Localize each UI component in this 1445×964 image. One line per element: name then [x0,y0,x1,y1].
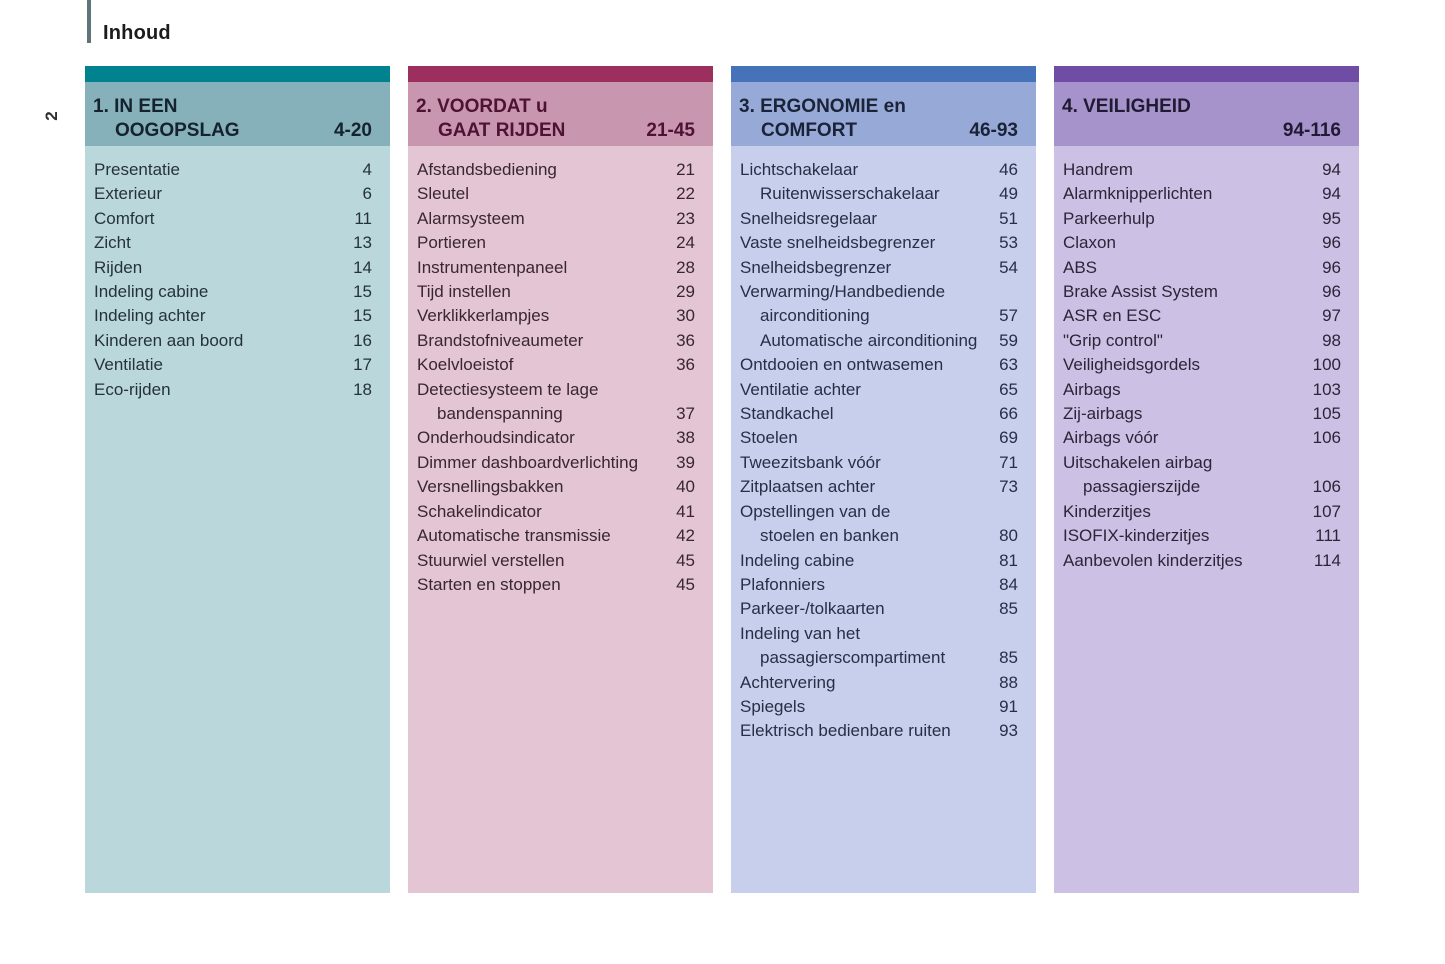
toc-entry-label: Ontdooien en ontwasemen [740,355,944,375]
toc-entry-page: 96 [1322,282,1341,302]
toc-entry-label: Automatische airconditioning [760,330,978,350]
toc-entry [740,353,1018,377]
toc-entry-label: Eco-rijden [94,379,171,399]
toc-entry-page: 54 [999,257,1018,277]
section-title-line1: 4. VEILIGHEID [1062,96,1191,117]
toc-entry-page: 96 [1322,257,1341,277]
toc-entry [740,671,1018,695]
toc-entry-label: Indeling van het [740,623,861,643]
section-entries [408,146,713,893]
toc-entry-page: 28 [676,257,695,277]
toc-entry-page: 85 [999,599,1018,619]
section-color-bar [731,66,1036,82]
toc-entry-label: Snelheidsregelaar [740,208,878,228]
toc-entry [1063,402,1341,426]
toc-entry-label: "Grip control" [1063,330,1163,350]
section-header [1054,82,1359,146]
toc-entry-label: ASR en ESC [1063,306,1162,326]
toc-entry-label: Vaste snelheidsbegrenzer [740,233,936,253]
toc-entry-page: 69 [999,428,1018,448]
toc-entry [1063,329,1341,353]
toc-entry-label: Uitschakelen airbag [1063,452,1213,472]
section-entries [85,146,390,893]
toc-entry-label: Aanbevolen kinderzitjes [1063,550,1243,570]
toc-entry [1063,475,1341,499]
toc-entry-page: 36 [676,330,695,350]
toc-entry-label: Versnellingsbakken [417,477,564,497]
toc-entry [417,475,695,499]
toc-entry [1063,256,1341,280]
toc-entry-page: 103 [1312,379,1341,399]
toc-entry [740,378,1018,402]
toc-entry-label: Portieren [417,233,486,253]
section-title-line2: GAAT RIJDEN [438,120,566,141]
toc-entry [740,646,1018,670]
toc-entry [740,402,1018,426]
toc-entry-page: 100 [1312,355,1341,375]
toc-entry-label: Kinderzitjes [1063,501,1151,521]
toc-entry [94,304,372,328]
toc-entry-label: Ruitenwisserschakelaar [760,184,940,204]
section-entries [731,146,1036,893]
toc-entry-page: 22 [676,184,695,204]
toc-entry-label: Zitplaatsen achter [740,477,876,497]
toc-entry [417,329,695,353]
toc-entry [740,158,1018,182]
page-number: 2 [42,111,61,121]
toc-entry-page: 15 [353,282,372,302]
toc-entry-label: Verklikkerlampjes [417,306,550,326]
toc-section [85,66,390,893]
toc-entry-page: 40 [676,477,695,497]
toc-entry-page: 24 [676,233,695,253]
toc-entry-page: 45 [676,574,695,594]
section-color-bar [408,66,713,82]
toc-entry-label: passagierscompartiment [760,648,946,668]
toc-entry-label: Brake Assist System [1063,282,1218,302]
toc-entry-label: Tweezitsbank vóór [740,452,881,472]
toc-entry-label: Schakelindicator [417,501,542,521]
toc-entry-label: Zij-airbags [1063,404,1143,424]
toc-entry [1063,378,1341,402]
toc-entry-label: Indeling achter [94,306,206,326]
toc-entry [417,353,695,377]
toc-entry [417,304,695,328]
toc-entry-label: Instrumentenpaneel [417,257,568,277]
toc-entry-label: Dimmer dashboardverlichting [417,452,639,472]
toc-entry [1063,231,1341,255]
toc-entry [1063,207,1341,231]
toc-entry-label: Alarmsysteem [417,208,525,228]
toc-entry [1063,158,1341,182]
section-entries [1054,146,1359,893]
toc-entry-label: passagierszijde [1083,477,1201,497]
toc-entry-page: 30 [676,306,695,326]
toc-entry-label: Snelheidsbegrenzer [740,257,892,277]
toc-entry-page: 53 [999,233,1018,253]
toc-entry [94,231,372,255]
toc-entry-page: 14 [353,257,372,277]
toc-entry [1063,353,1341,377]
toc-entry-page: 21 [676,160,695,179]
section-header [731,82,1036,146]
toc-entry-page: 96 [1322,233,1341,253]
toc-entry [1063,426,1341,450]
toc-entry-page: 17 [353,355,372,375]
toc-entry-page: 38 [676,428,695,448]
toc-entry [417,256,695,280]
toc-entry [740,182,1018,206]
toc-entry-label: Indeling cabine [740,550,855,570]
toc-entry [1063,451,1341,475]
toc-entry-label: Airbags vóór [1063,428,1159,448]
toc-entry-label: Rijden [94,257,143,277]
toc-entry-label: Plafonniers [740,574,826,594]
toc-entry-page: 46 [999,160,1018,179]
toc-entry [94,207,372,231]
toc-entry-label: Spiegels [740,696,806,716]
toc-entry [94,353,372,377]
toc-entry-page: 106 [1312,428,1341,448]
toc-entry-page: 57 [999,306,1018,326]
toc-entry-label: Tijd instellen [417,282,511,302]
toc-entry [417,231,695,255]
toc-entry-page: 4 [362,160,372,179]
toc-entry-label: Onderhoudsindicator [417,428,575,448]
toc-entry [740,231,1018,255]
toc-entry-page: 29 [676,282,695,302]
toc-entry-label: Automatische transmissie [417,526,611,546]
toc-entry-label: Sleutel [417,184,469,204]
toc-entry-page: 81 [999,550,1018,570]
toc-entry [1063,280,1341,304]
toc-entry-page: 66 [999,404,1018,424]
toc-entry [740,549,1018,573]
toc-entry [417,549,695,573]
toc-entry-label: Handrem [1063,160,1133,179]
toc-entry-page: 95 [1322,208,1341,228]
toc-entry [1063,500,1341,524]
toc-entry-label: stoelen en banken [760,526,899,546]
toc-entry [1063,304,1341,328]
toc-entry-page: 107 [1312,501,1341,521]
toc-entry-label: Brandstofniveaumeter [417,330,584,350]
toc-entry [417,182,695,206]
toc-entry-label: Lichtschakelaar [740,160,859,179]
toc-section [1054,66,1359,893]
toc-entry-label: Airbags [1063,379,1121,399]
toc-entry [94,158,372,182]
toc-entry-label: Koelvloeistof [417,355,514,375]
toc-entry-label: Indeling cabine [94,282,209,302]
toc-entry-page: 23 [676,208,695,228]
toc-entry-page: 45 [676,550,695,570]
toc-entry [417,158,695,182]
toc-entry [740,329,1018,353]
toc-entry-page: 105 [1312,404,1341,424]
toc-entry-page: 11 [354,208,372,228]
toc-entry-page: 93 [999,721,1018,741]
section-header [408,82,713,146]
page-title: Inhoud [103,22,171,44]
toc-entry-label: Stuurwiel verstellen [417,550,565,570]
section-title-line1: 2. VOORDAT u [416,96,548,117]
toc-entry-page: 63 [999,355,1018,375]
toc-entry-page: 80 [999,526,1018,546]
toc-entry-label: airconditioning [760,306,870,326]
toc-entry-label: Standkachel [740,404,834,424]
section-title-line2: OOGOPSLAG [115,120,240,141]
toc-entry-label: Exterieur [94,184,163,204]
toc-entry [417,426,695,450]
toc-entry [417,402,695,426]
toc-entry-label: Zicht [94,233,131,253]
toc-entry-page: 85 [999,648,1018,668]
toc-section [408,66,713,893]
toc-entry-label: Parkeerhulp [1063,208,1155,228]
toc-entry [417,207,695,231]
toc-entry-label: Achtervering [740,672,836,692]
toc-entry-label: Detectiesysteem te lage [417,379,599,399]
toc-entry [740,207,1018,231]
toc-entry-page: 94 [1322,160,1341,179]
toc-entry [740,719,1018,743]
toc-entry-page: 98 [1322,330,1341,350]
toc-entry-page: 15 [353,306,372,326]
section-page-range: 4-20 [333,120,372,141]
toc-entry [740,524,1018,548]
toc-entry [740,622,1018,646]
toc-entry [94,280,372,304]
toc-entry-page: 71 [999,452,1018,472]
toc-entry-label: Opstellingen van de [740,501,891,521]
toc-entry [1063,182,1341,206]
toc-entry [740,451,1018,475]
toc-entry-page: 41 [676,501,695,521]
toc-entry-label: ISOFIX-kinderzitjes [1063,526,1210,546]
toc-entry-page: 13 [353,233,372,253]
toc-entry-label: Starten en stoppen [417,574,561,594]
section-title-line1: 1. IN EEN [93,96,178,117]
toc-entry-label: Verwarming/Handbediende [740,282,946,302]
toc-entry [417,280,695,304]
toc-entry-page: 42 [676,526,695,546]
toc-entry-page: 36 [676,355,695,375]
toc-entry-label: Comfort [94,208,155,228]
toc-entry [417,451,695,475]
toc-entry [740,500,1018,524]
toc-entry [1063,524,1341,548]
toc-entry-page: 18 [353,379,372,399]
toc-entry [94,378,372,402]
section-color-bar [1054,66,1359,82]
toc-entry [740,597,1018,621]
toc-entry [417,500,695,524]
toc-entry-page: 114 [1313,550,1341,570]
toc-entry-label: Stoelen [740,428,798,448]
toc-entry [740,426,1018,450]
toc-entry-page: 16 [353,330,372,350]
toc-entry-label: bandenspanning [437,404,563,424]
toc-entry-label: Veiligheidsgordels [1063,355,1201,375]
toc-entry-page: 94 [1322,184,1341,204]
toc-entry [417,378,695,402]
toc-entry [740,475,1018,499]
toc-entry-page: 51 [999,208,1018,228]
toc-entry [740,280,1018,304]
section-title-line1: 3. ERGONOMIE en [739,96,906,117]
toc-entry-page: 88 [999,672,1018,692]
toc-entry-label: Kinderen aan boord [94,330,244,350]
toc-entry-page: 59 [999,330,1018,350]
toc-entry-page: 6 [362,184,372,204]
toc-entry-page: 84 [999,574,1018,594]
toc-entry [740,304,1018,328]
toc-entry-label: Parkeer-/tolkaarten [740,599,885,619]
toc-entry-page: 111 [1315,526,1341,546]
toc-entry-page: 37 [676,404,695,424]
toc-entry-label: Elektrisch bedienbare ruiten [740,721,951,741]
toc-entry [1063,549,1341,573]
toc-entry-label: Ventilatie achter [740,379,861,399]
section-title-line2: COMFORT [761,120,858,141]
toc-entry-page: 106 [1312,477,1341,497]
toc-entry-label: Alarmknipperlichten [1063,184,1213,204]
section-page-range: 21-45 [646,120,695,141]
section-color-bar [85,66,390,82]
toc-entry [740,695,1018,719]
toc-entry-label: Claxon [1063,233,1116,253]
toc-section [731,66,1036,893]
toc-entry-page: 65 [999,379,1018,399]
toc-entry [417,573,695,597]
toc-entry [740,573,1018,597]
toc-entry [417,524,695,548]
toc-entry-page: 49 [999,184,1018,204]
toc-entry [94,256,372,280]
toc-entry-page: 39 [676,452,695,472]
toc-entry [94,182,372,206]
toc-columns [85,66,1359,893]
toc-entry-page: 91 [999,696,1018,716]
section-header [85,82,390,146]
toc-entry-label: ABS [1063,257,1098,277]
toc-entry [94,329,372,353]
toc-entry-label: Afstandsbediening [417,160,557,179]
toc-entry-page: 97 [1322,306,1341,326]
heading-rule [87,0,91,43]
toc-entry [740,256,1018,280]
toc-entry-label: Presentatie [94,160,180,179]
toc-entry-label: Ventilatie [94,355,163,375]
section-page-range: 94-116 [1282,120,1341,141]
section-page-range: 46-93 [969,120,1018,141]
toc-entry-page: 73 [999,477,1018,497]
